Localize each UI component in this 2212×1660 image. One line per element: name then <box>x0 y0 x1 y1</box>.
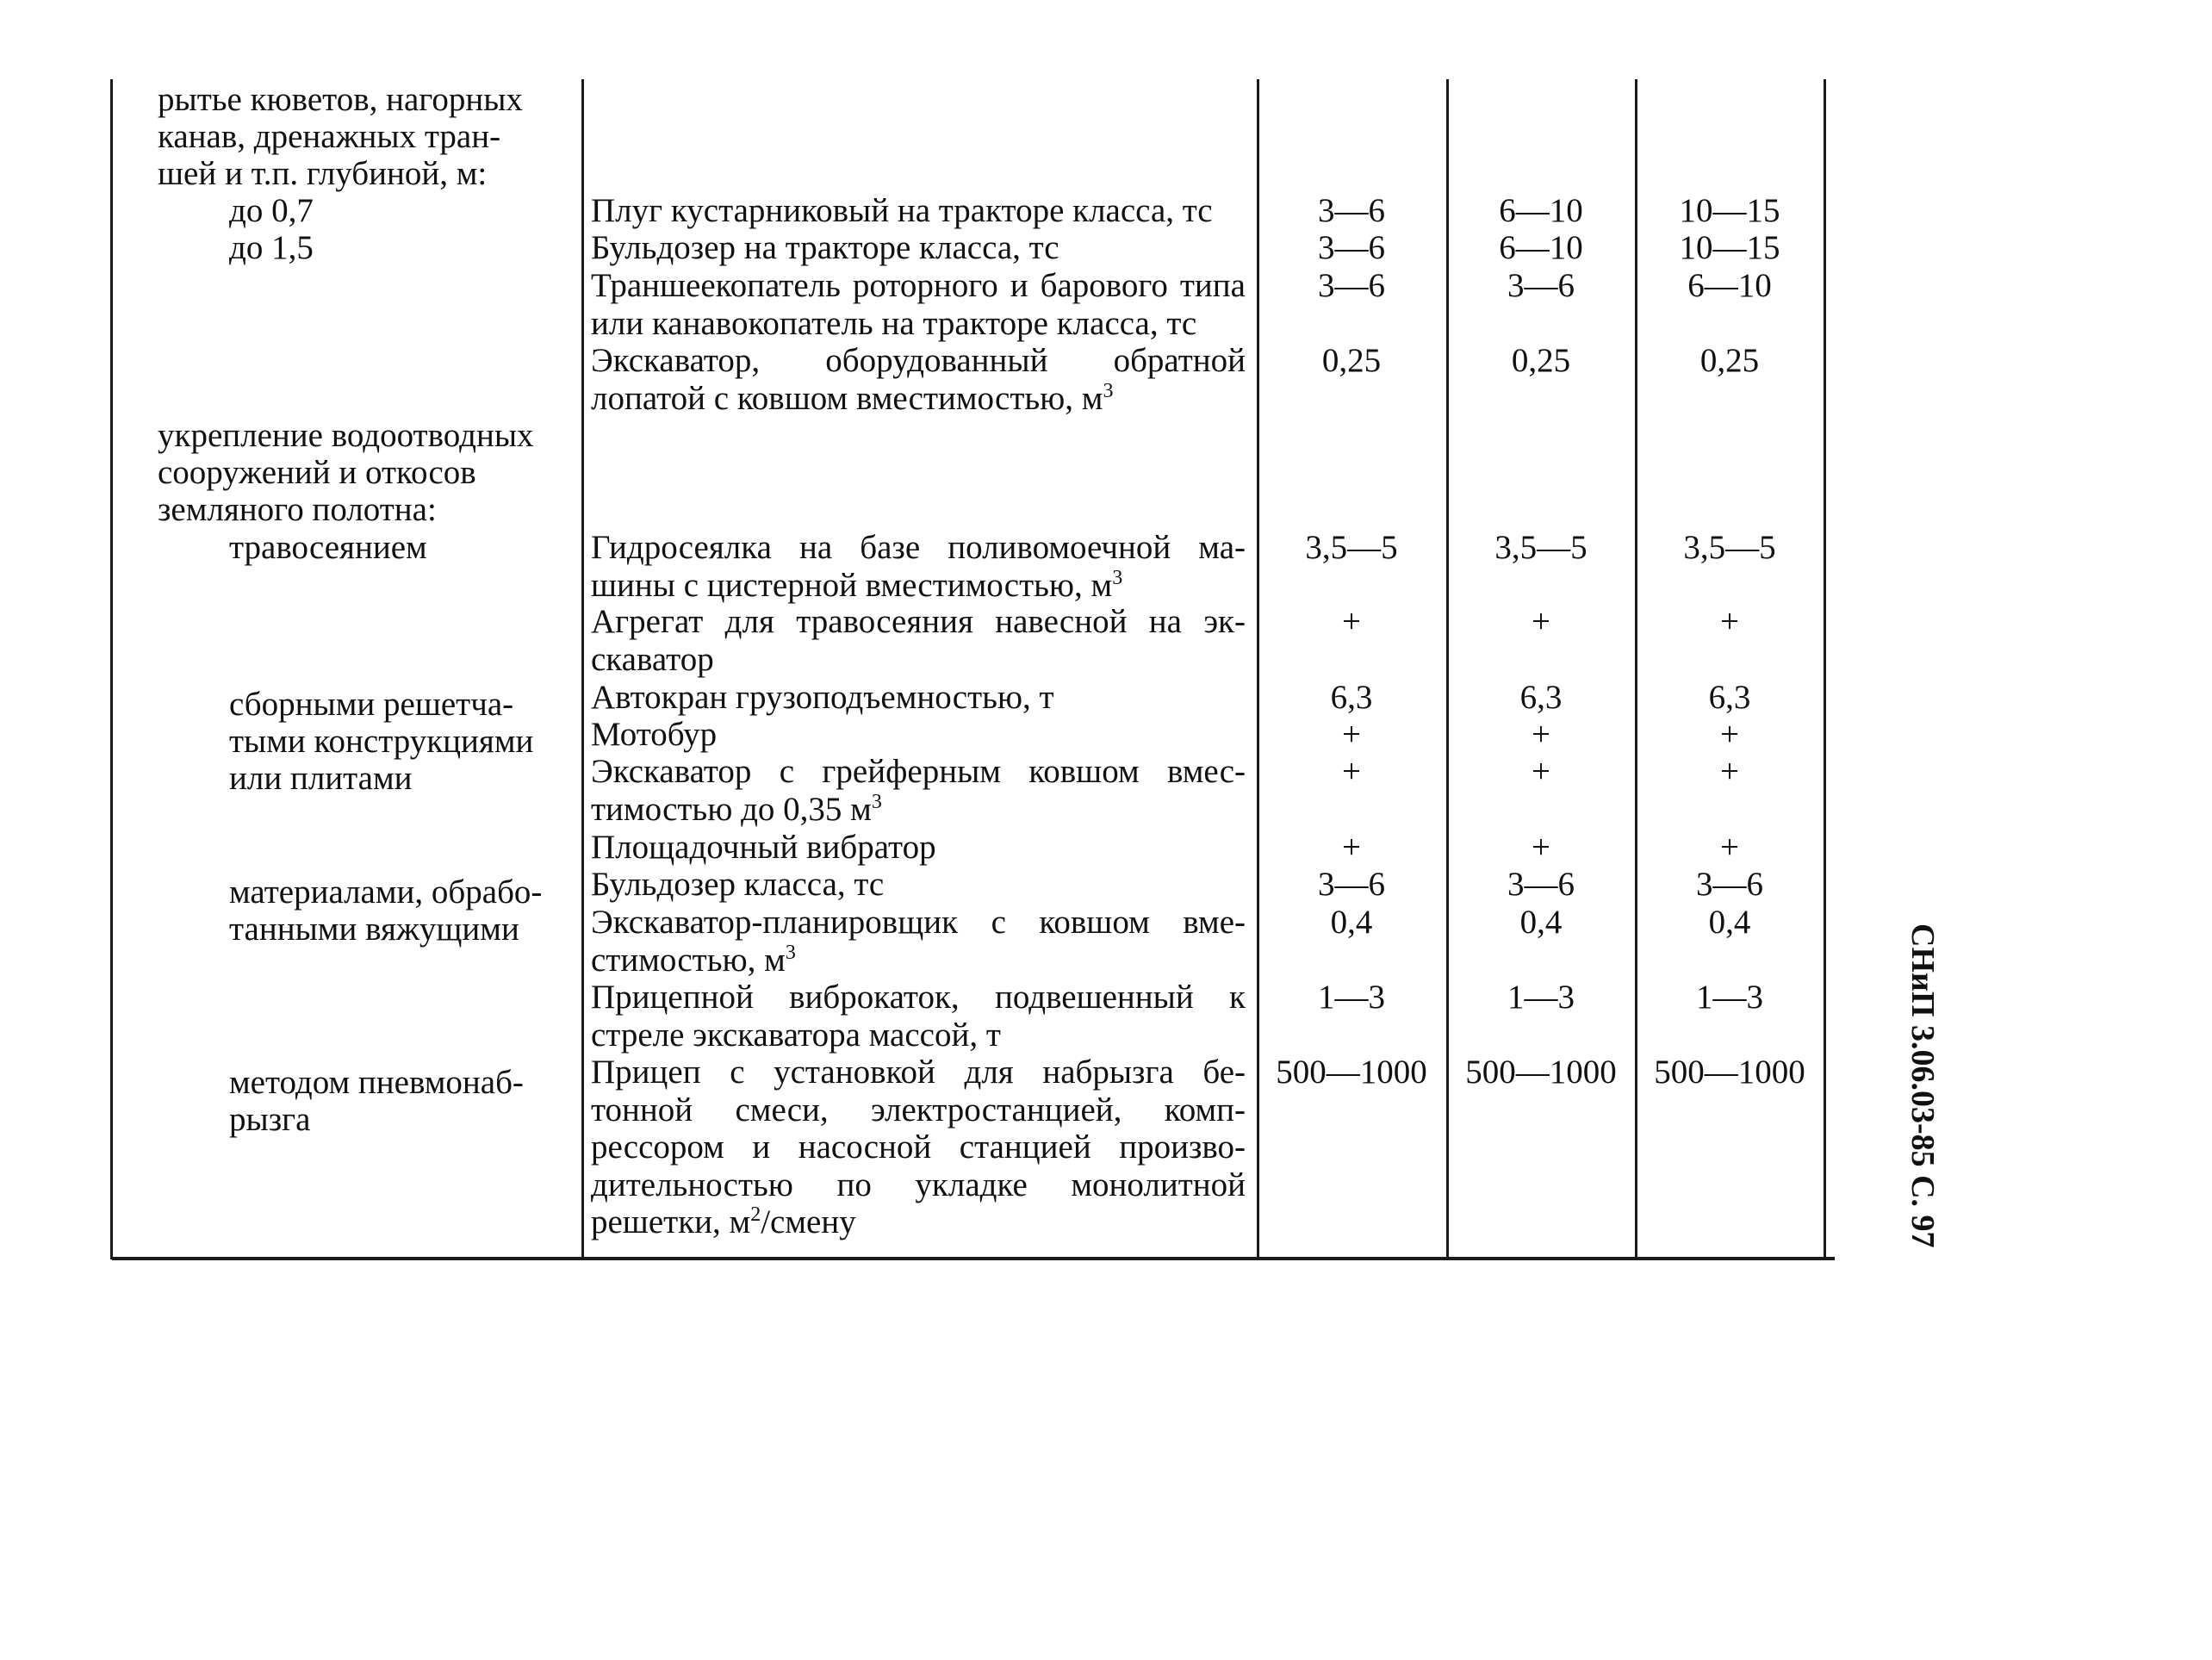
machine-description: Бульдозер класса, тс <box>591 866 885 903</box>
table-border-bottom <box>112 1257 1835 1260</box>
parameter-value: 0,4 <box>1708 904 1751 941</box>
work-subtype-text: сборными решетча- <box>229 686 514 723</box>
table-border-left <box>110 79 113 1259</box>
work-type-text: шей и т.п. глубиной, м: <box>158 155 488 192</box>
parameter-value: 6,3 <box>1330 679 1373 716</box>
work-subtype-text: травосеянием <box>229 529 427 566</box>
machine-description: решетки, $м^2$/смену <box>591 1203 856 1240</box>
parameter-value: 0,4 <box>1330 904 1373 941</box>
parameter-value: 3—6 <box>1507 866 1575 903</box>
machine-description: лопатой с ковшом вместимостью, $м^3$ <box>591 379 1114 417</box>
machine-description: Прицепной виброкаток, подвешенный к <box>591 979 1246 1016</box>
machine-description: Мотобур <box>591 716 718 753</box>
table-column-divider <box>1635 79 1637 1259</box>
machine-description: стимостью, $м^3$ <box>591 941 796 979</box>
work-subtype-text: до 0,7 <box>229 192 314 229</box>
parameter-value: + <box>1720 716 1739 753</box>
parameter-value: 3,5—5 <box>1683 529 1776 566</box>
parameter-value: 10—15 <box>1679 192 1780 229</box>
parameter-value: 3—6 <box>1507 267 1575 304</box>
parameter-value: + <box>1342 716 1361 753</box>
work-subtype-text: тыми конструкциями <box>229 723 534 760</box>
parameter-value: 6—10 <box>1687 267 1772 304</box>
parameter-value: + <box>1342 753 1361 790</box>
machine-description: Гидросеялка на базе поливомоечной ма- <box>591 529 1246 566</box>
work-type-text: рытье кюветов, нагорных <box>158 81 523 118</box>
parameter-value: 0,4 <box>1519 904 1563 941</box>
machine-description: Площадочный вибратор <box>591 829 936 866</box>
machine-description: Экскаватор с грейферным ковшом вмес- <box>591 753 1246 790</box>
parameter-value: 0,25 <box>1699 342 1760 379</box>
machine-description: тимостью до 0,35 $м^3$ <box>591 790 882 828</box>
parameter-value: 500—1000 <box>1465 1054 1617 1091</box>
machine-description: или канавокопатель на тракторе класса, тс <box>591 304 1197 342</box>
parameter-value: 1—3 <box>1696 979 1763 1016</box>
machine-description: Плуг кустарниковый на тракторе класса, тс <box>591 192 1213 229</box>
parameter-value: 3—6 <box>1318 866 1385 903</box>
parameter-value: + <box>1532 716 1550 753</box>
document-code-label: СНиП 3.06.03-85 С. 97 <box>1904 923 1941 1248</box>
work-type-text: сооружений и откосов <box>158 454 476 491</box>
parameter-value: 6—10 <box>1499 229 1583 266</box>
parameter-value: 0,25 <box>1511 342 1571 379</box>
parameter-value: + <box>1532 603 1550 640</box>
machine-description: Прицеп с установкой для набрызга бе- <box>591 1054 1246 1091</box>
machine-description: Автокран грузоподъемностью, т <box>591 679 1054 716</box>
table-column-divider <box>1446 79 1449 1259</box>
parameter-value: 3—6 <box>1318 192 1385 229</box>
work-subtype-text: рызга <box>229 1101 311 1138</box>
machine-description: Агрегат для травосеяния навесной на эк- <box>591 603 1246 640</box>
parameter-value: 6,3 <box>1708 679 1751 716</box>
parameter-value: 3—6 <box>1318 267 1385 304</box>
machine-description: тонной смеси, электростанцией, комп- <box>591 1091 1246 1128</box>
parameter-value: + <box>1532 753 1550 790</box>
parameter-value: 6—10 <box>1499 192 1583 229</box>
parameter-value: + <box>1720 753 1739 790</box>
work-type-text: земляного полотна: <box>158 491 437 528</box>
parameter-value: 3—6 <box>1696 866 1763 903</box>
parameter-value: 10—15 <box>1679 229 1780 266</box>
parameter-value: + <box>1532 829 1550 866</box>
table-column-divider <box>1257 79 1259 1259</box>
work-subtype-text: до 1,5 <box>229 229 314 266</box>
machine-description: Экскаватор-планировщик с ковшом вме- <box>591 904 1246 941</box>
machine-description: Бульдозер на тракторе класса, тс <box>591 229 1059 266</box>
table-border-right <box>1824 79 1826 1259</box>
machine-description: скаватор <box>591 640 714 678</box>
work-subtype-text: материалами, обрабо- <box>229 874 543 911</box>
parameter-value: + <box>1342 603 1361 640</box>
machine-description: стреле экскаватора массой, т <box>591 1016 1001 1054</box>
machine-description: дительностью по укладке монолитной <box>591 1166 1246 1203</box>
parameter-value: 1—3 <box>1507 979 1575 1016</box>
parameter-value: 500—1000 <box>1276 1054 1427 1091</box>
table-column-divider <box>581 79 584 1259</box>
parameter-value: + <box>1342 829 1361 866</box>
work-subtype-text: танными вяжущими <box>229 911 519 948</box>
machine-description: Траншеекопатель роторного и барового типа <box>591 267 1246 304</box>
work-type-text: канав, дренажных тран- <box>158 118 501 155</box>
machine-description: Экскаватор, оборудованный обратной <box>591 342 1246 379</box>
parameter-value: 0,25 <box>1321 342 1382 379</box>
parameter-value: 6,3 <box>1519 679 1563 716</box>
parameter-value: 500—1000 <box>1654 1054 1805 1091</box>
parameter-value: 3—6 <box>1318 229 1385 266</box>
parameter-value: 3,5—5 <box>1494 529 1588 566</box>
parameter-value: 1—3 <box>1318 979 1385 1016</box>
work-subtype-text: методом пневмонаб- <box>229 1064 524 1101</box>
parameter-value: 3,5—5 <box>1305 529 1398 566</box>
machine-description: рессором и насосной станцией произво- <box>591 1128 1246 1166</box>
work-subtype-text: или плитами <box>229 760 413 797</box>
parameter-value: + <box>1720 829 1739 866</box>
machine-description: шины с цистерной вместимостью, $м^3$ <box>591 566 1123 604</box>
parameter-value: + <box>1720 603 1739 640</box>
work-type-text: укрепление водоотводных <box>158 417 534 454</box>
